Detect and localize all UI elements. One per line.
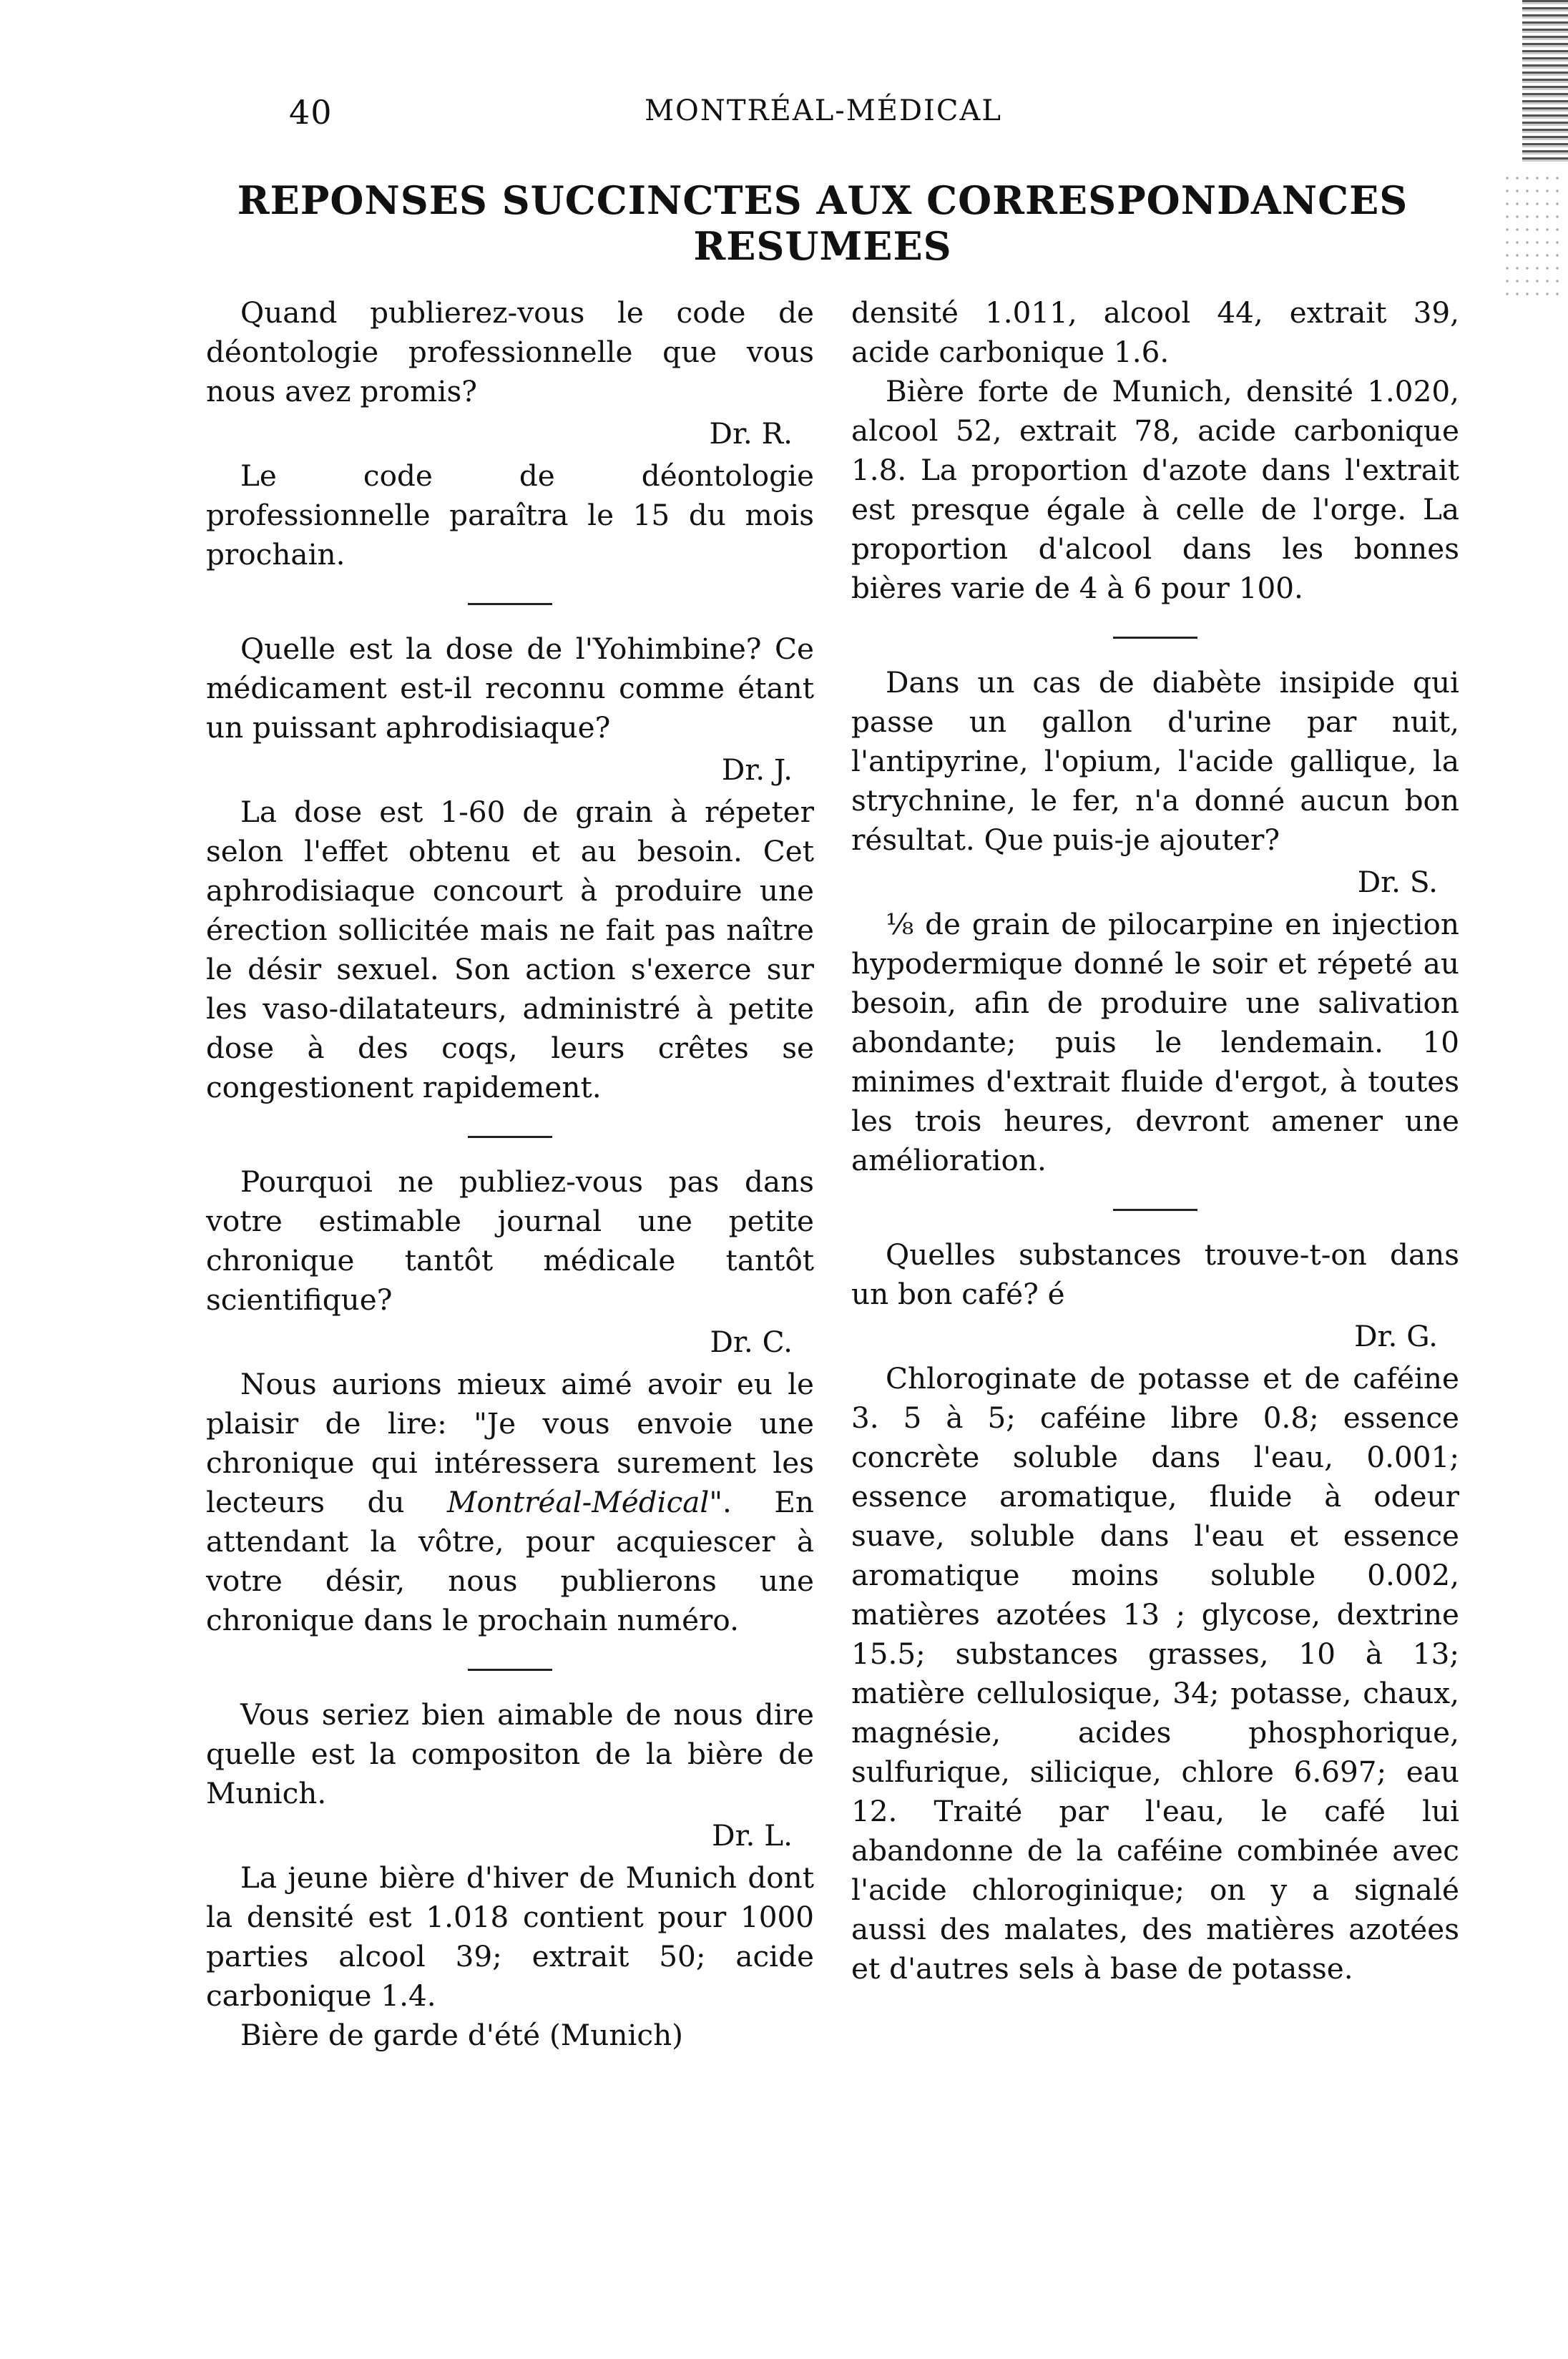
left-column — [206, 293, 814, 2055]
separator-rule — [1113, 1209, 1197, 1211]
question-diabete: Dans un cas de diabète insipide qui passe un gallon d'urine par nuit, l'antipyrine, l'opium, l'acide gallique, la strychnine, le fer, n'a donné aucun bon résultat. Que puis-je ajouter? — [851, 665, 1459, 857]
signature-dr-c: Dr. C. — [710, 1325, 793, 1359]
signature-dr-g: Dr. G. — [1354, 1319, 1438, 1353]
signature-dr-r: Dr. R. — [709, 416, 793, 451]
answer-cafe: Chloroginate de potasse et de caféine 3. 5 à 5; caféine libre 0.8; essence concrète soluble dans l'eau, 0.001; essence aromatique, fluide à odeur suave, soluble dans l'eau et essence aromatique moins soluble 0.002, matières azotées 13 ; glycose, dextrine 15.5; substances grasses, 10 à 13; matière cellulosique, 34; potasse, chaux, magnésie, acides phosphorique, sulfurique, silicique, chlore 6.697; eau 12. Traité par l'eau, le café lui abandonne de la caféine combinée avec l'acide chloroginique; on y a signalé aussi des malates, des matières azotées et d'autres sels à base de potasse. — [851, 1361, 1459, 1986]
answer-code-deontologie: Le code de déontologie professionnelle paraîtra le 15 du mois prochain. — [206, 458, 814, 572]
separator-rule — [1113, 637, 1197, 639]
page-edge-scan-artifact — [1522, 0, 1568, 165]
page-edge-dots — [1502, 172, 1559, 300]
answer-chronique-part1: Nous aurions mieux aimé avoir eu le plaisir de lire: "Je vous envoie une chronique qui intéressera surement les lecteurs du — [206, 1367, 814, 1519]
question-cafe: Quelles substances trouve-t-on dans un bon café? é — [851, 1237, 1459, 1311]
answer-biere-hiver: La jeune bière d'hiver de Munich dont la densité est 1.018 contient pour 1000 parties alcool 39; extrait 50; acide carbonique 1.4. — [206, 1860, 814, 2013]
signature-dr-s: Dr. S. — [1357, 865, 1438, 899]
separator-rule — [468, 603, 552, 605]
separator-rule — [468, 1136, 552, 1138]
separator-rule — [468, 1669, 552, 1671]
signature-dr-j: Dr. J. — [721, 752, 793, 787]
running-head: MONTRÉAL-MÉDICAL — [645, 94, 1002, 127]
question-yohimbine: Quelle est la dose de l'Yohimbine? Ce médicament est-il reconnu comme étant un puissant aphrodisiaque? — [206, 632, 814, 745]
answer-chronique-part2: ". En attendant la vôtre, pour acquiescer à votre désir, nous publierons une chronique dans le prochain numéro. — [206, 1485, 814, 1637]
journal-name-italic: Montréal-Médical — [446, 1485, 710, 1519]
right-column — [851, 293, 1459, 1988]
answer-biere-garde-cont: densité 1.011, alcool 44, extrait 39, acide carbonique 1.6. — [851, 295, 1459, 369]
question-code-deontologie: Quand publierez-vous le code de déontologie professionnelle que vous nous avez promis? — [206, 295, 814, 408]
article-title: REPONSES SUCCINCTES AUX CORRESPONDANCES RESUMEES — [237, 177, 1408, 269]
signature-dr-l: Dr. L. — [712, 1818, 793, 1853]
answer-yohimbine: La dose est 1-60 de grain à répeter selon l'effet obtenu et au besoin. Cet aphrodisiaque concourt à produire une érection sollicitée mais ne fait pas naître le désir sexuel. Son action s'exerce sur les vaso-dilatateurs, administré à petite dose à des coqs, leurs crêtes se congestionent rapidement. — [206, 795, 814, 1104]
question-chronique: Pourquoi ne publiez-vous pas dans votre estimable journal une petite chronique tantôt médicale tantôt scientifique? — [206, 1164, 814, 1317]
answer-biere-forte: Bière forte de Munich, densité 1.020, alcool 52, extrait 78, acide carbonique 1.8. La proportion d'azote dans l'extrait est presque égale à celle de l'orge. La proportion d'alcool dans les bonnes bières varie de 4 à 6 pour 100. — [851, 374, 1459, 605]
question-biere-munich: Vous seriez bien aimable de nous dire quelle est la compositon de la bière de Munich. — [206, 1697, 814, 1810]
answer-biere-garde-start: Bière de garde d'été (Munich) — [240, 2018, 683, 2052]
answer-diabete: ⅛ de grain de pilocarpine en injection hypodermique donné le soir et répeté au besoin, afin de produire une salivation abondante; puis le lendemain. 10 minimes d'extrait fluide d'ergot, à toutes les trois heures, devront amener une amélioration. — [851, 907, 1459, 1177]
answer-chronique — [206, 1365, 814, 1640]
page-number: 40 — [289, 93, 333, 132]
